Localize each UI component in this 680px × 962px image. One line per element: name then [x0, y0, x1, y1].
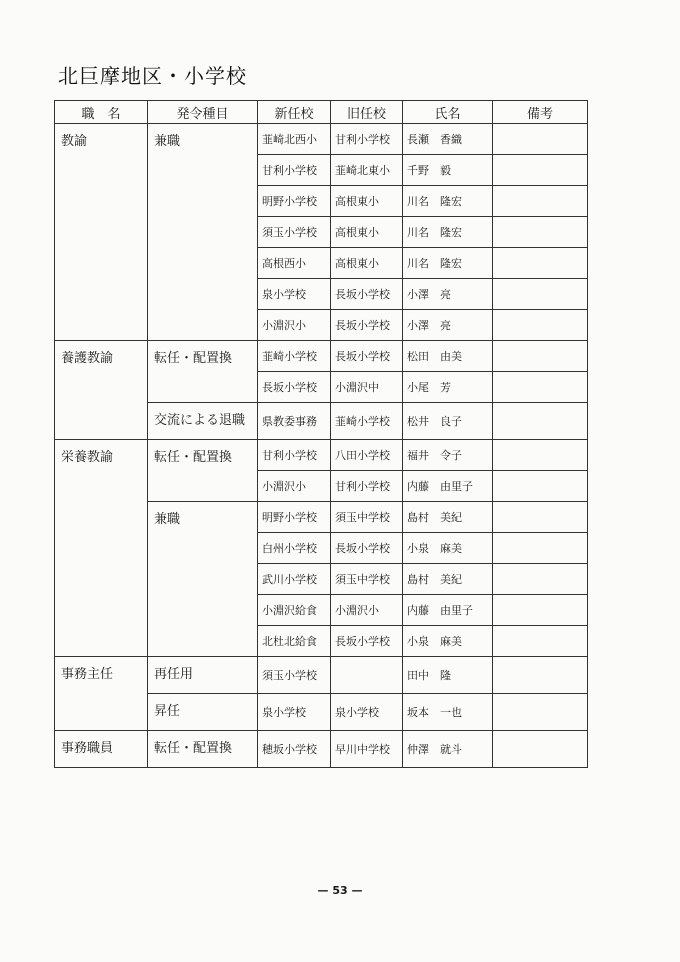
name-cell: 内藤 由里子 [403, 595, 493, 626]
name-cell: 川名 隆宏 [403, 217, 493, 248]
old-school-cell: 小淵沢小 [331, 595, 403, 626]
name-cell: 小澤 亮 [403, 310, 493, 341]
name-cell: 松井 良子 [403, 403, 493, 440]
note-cell [493, 341, 588, 372]
type-cell: 兼職 [148, 124, 258, 341]
old-school-cell: 長坂小学校 [331, 310, 403, 341]
old-school-cell: 長坂小学校 [331, 626, 403, 657]
table-row [55, 341, 588, 372]
new-school-cell: 長坂小学校 [258, 372, 331, 403]
new-school-cell: 須玉小学校 [258, 657, 331, 694]
note-cell [493, 372, 588, 403]
position-cell: 養護教諭 [55, 341, 148, 440]
name-cell: 島村 美紀 [403, 564, 493, 595]
page-title: 北巨摩地区・小学校 [58, 64, 247, 88]
old-school-cell: 高根東小 [331, 217, 403, 248]
old-school-cell: 高根東小 [331, 186, 403, 217]
note-cell [493, 731, 588, 768]
table-header-row [55, 101, 588, 124]
new-school-cell: 韮崎小学校 [258, 341, 331, 372]
type-cell: 転任・配置換 [148, 731, 258, 768]
new-school-cell: 甘利小学校 [258, 155, 331, 186]
name-cell: 小泉 麻美 [403, 533, 493, 564]
header-position: 職 名 [55, 101, 148, 124]
old-school-cell: 甘利小学校 [331, 471, 403, 502]
old-school-cell: 須玉中学校 [331, 502, 403, 533]
name-cell: 田中 隆 [403, 657, 493, 694]
page-number: — 53 — [317, 884, 363, 897]
type-cell: 転任・配置換 [148, 440, 258, 502]
name-cell: 長瀬 香織 [403, 124, 493, 155]
old-school-cell: 長坂小学校 [331, 533, 403, 564]
new-school-cell: 小淵沢給食 [258, 595, 331, 626]
old-school-cell: 泉小学校 [331, 694, 403, 731]
name-cell: 坂本 一也 [403, 694, 493, 731]
name-cell: 川名 隆宏 [403, 248, 493, 279]
new-school-cell: 県教委事務 [258, 403, 331, 440]
old-school-cell: 須玉中学校 [331, 564, 403, 595]
old-school-cell: 高根東小 [331, 248, 403, 279]
note-cell [493, 626, 588, 657]
note-cell [493, 279, 588, 310]
name-cell: 仲澤 就斗 [403, 731, 493, 768]
name-cell: 千野 毅 [403, 155, 493, 186]
header-old-school: 旧任校 [331, 101, 403, 124]
type-cell: 再任用 [148, 657, 258, 694]
type-cell: 転任・配置換 [148, 341, 258, 403]
table-row [55, 731, 588, 768]
table-row [55, 124, 588, 155]
old-school-cell: 韮崎小学校 [331, 403, 403, 440]
new-school-cell: 高根西小 [258, 248, 331, 279]
position-cell: 栄養教諭 [55, 440, 148, 657]
type-cell: 昇任 [148, 694, 258, 731]
note-cell [493, 564, 588, 595]
table-row [55, 440, 588, 471]
new-school-cell: 泉小学校 [258, 279, 331, 310]
header-name: 氏名 [403, 101, 493, 124]
header-new-school: 新任校 [258, 101, 331, 124]
position-cell: 事務職員 [55, 731, 148, 768]
header-note: 備考 [493, 101, 588, 124]
note-cell [493, 248, 588, 279]
name-cell: 内藤 由里子 [403, 471, 493, 502]
position-cell: 教諭 [55, 124, 148, 341]
name-cell: 福井 令子 [403, 440, 493, 471]
new-school-cell: 北杜北給食 [258, 626, 331, 657]
note-cell [493, 155, 588, 186]
note-cell [493, 403, 588, 440]
name-cell: 松田 由美 [403, 341, 493, 372]
new-school-cell: 小淵沢小 [258, 471, 331, 502]
note-cell [493, 694, 588, 731]
note-cell [493, 186, 588, 217]
old-school-cell: 八田小学校 [331, 440, 403, 471]
old-school-cell [331, 657, 403, 694]
type-cell: 兼職 [148, 502, 258, 657]
note-cell [493, 595, 588, 626]
name-cell: 小泉 麻美 [403, 626, 493, 657]
note-cell [493, 440, 588, 471]
new-school-cell: 明野小学校 [258, 502, 331, 533]
new-school-cell: 明野小学校 [258, 186, 331, 217]
name-cell: 小澤 亮 [403, 279, 493, 310]
name-cell: 川名 隆宏 [403, 186, 493, 217]
new-school-cell: 泉小学校 [258, 694, 331, 731]
position-cell: 事務主任 [55, 657, 148, 731]
new-school-cell: 甘利小学校 [258, 440, 331, 471]
new-school-cell: 穂坂小学校 [258, 731, 331, 768]
name-cell: 小尾 芳 [403, 372, 493, 403]
type-cell: 交流による退職 [148, 403, 258, 440]
old-school-cell: 長坂小学校 [331, 279, 403, 310]
note-cell [493, 533, 588, 564]
old-school-cell: 韮崎北東小 [331, 155, 403, 186]
note-cell [493, 124, 588, 155]
header-type: 発令種目 [148, 101, 258, 124]
old-school-cell: 小淵沢中 [331, 372, 403, 403]
note-cell [493, 310, 588, 341]
old-school-cell: 甘利小学校 [331, 124, 403, 155]
new-school-cell: 韮崎北西小 [258, 124, 331, 155]
new-school-cell: 須玉小学校 [258, 217, 331, 248]
note-cell [493, 657, 588, 694]
note-cell [493, 502, 588, 533]
note-cell [493, 217, 588, 248]
table-row [55, 657, 588, 694]
old-school-cell: 早川中学校 [331, 731, 403, 768]
old-school-cell: 長坂小学校 [331, 341, 403, 372]
new-school-cell: 白州小学校 [258, 533, 331, 564]
new-school-cell: 武川小学校 [258, 564, 331, 595]
name-cell: 島村 美紀 [403, 502, 493, 533]
new-school-cell: 小淵沢小 [258, 310, 331, 341]
note-cell [493, 471, 588, 502]
personnel-table [54, 100, 588, 768]
